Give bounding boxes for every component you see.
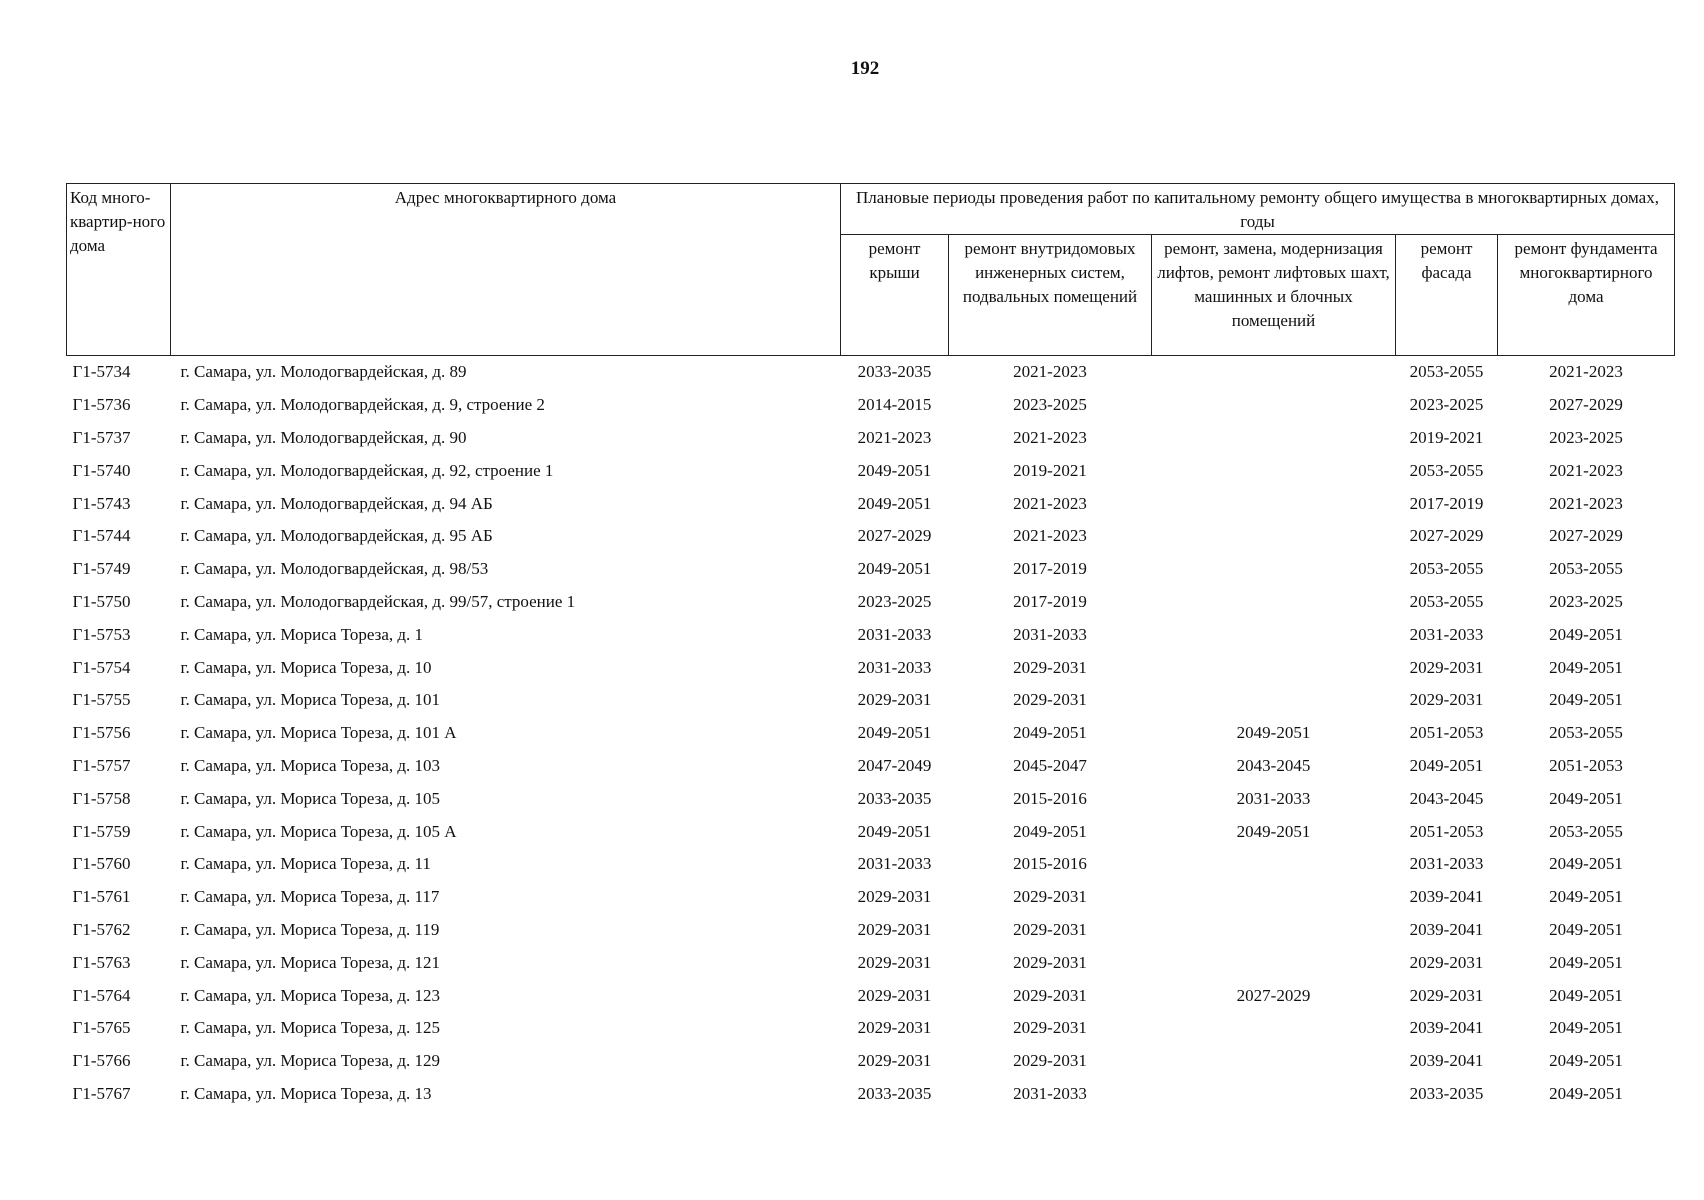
- cell-foundation: 2021-2023: [1549, 493, 1623, 513]
- cell-code: Г1-5759: [72, 821, 131, 841]
- cell-roof: 2029-2031: [857, 952, 932, 972]
- cell-address: г. Самара, ул. Мориса Тореза, д. 105 А: [180, 821, 457, 841]
- cell-code: Г1-5753: [72, 624, 131, 644]
- cell-code: Г1-5762: [72, 919, 131, 939]
- cell-address: г. Самара, ул. Мориса Тореза, д. 125: [180, 1018, 441, 1038]
- cell-address: г. Самара, ул. Молодогвардейская, д. 98/53: [180, 559, 489, 579]
- cell-engineering: 2049-2051: [1013, 821, 1087, 841]
- cell-roof: 2033-2035: [857, 362, 932, 382]
- table-row: [67, 881, 1675, 914]
- table-row: [67, 651, 1675, 684]
- header-address: Адрес многоквартирного дома: [171, 184, 841, 356]
- cell-code: Г1-5764: [72, 985, 131, 1005]
- cell-facade: 2029-2031: [1409, 690, 1484, 710]
- cell-lifts: 2043-2045: [1236, 755, 1311, 775]
- cell-engineering: 2029-2031: [1013, 657, 1087, 677]
- table-row: [67, 454, 1675, 487]
- cell-facade: 2049-2051: [1409, 755, 1484, 775]
- repair-schedule-table: [66, 183, 1675, 1110]
- cell-roof: 2023-2025: [857, 591, 932, 611]
- cell-engineering: 2029-2031: [1013, 690, 1087, 710]
- cell-lifts: [1152, 1012, 1396, 1045]
- cell-engineering: 2045-2047: [1013, 755, 1087, 775]
- cell-address: г. Самара, ул. Молодогвардейская, д. 89: [180, 362, 467, 382]
- cell-engineering: 2029-2031: [1013, 919, 1087, 939]
- cell-foundation: 2053-2055: [1549, 723, 1623, 743]
- table-row: [67, 684, 1675, 717]
- header-roof: ремонт крыши: [841, 235, 949, 356]
- cell-lifts: [1152, 848, 1396, 881]
- cell-foundation: 2049-2051: [1549, 690, 1623, 710]
- cell-facade: 2053-2055: [1409, 591, 1484, 611]
- cell-lifts: [1152, 487, 1396, 520]
- cell-lifts: 2031-2033: [1236, 788, 1311, 808]
- cell-foundation: 2049-2051: [1549, 624, 1623, 644]
- cell-engineering: 2017-2019: [1013, 559, 1087, 579]
- cell-facade: 2039-2041: [1409, 1051, 1484, 1071]
- header-lifts: ремонт, замена, модернизация лифтов, ремонт лифтовых шахт, машинных и блочных помещений: [1152, 235, 1396, 356]
- header-periods: Плановые периоды проведения работ по капитальному ремонту общего имущества в многоквартирных домах, годы: [841, 184, 1675, 235]
- cell-lifts: [1152, 422, 1396, 455]
- cell-lifts: [1152, 389, 1396, 422]
- cell-facade: 2053-2055: [1409, 362, 1484, 382]
- cell-facade: 2033-2035: [1409, 1083, 1484, 1103]
- header-foundation: ремонт фундамента многоквартирного дома: [1498, 235, 1675, 356]
- cell-lifts: 2027-2029: [1236, 985, 1311, 1005]
- cell-roof: 2029-2031: [857, 887, 932, 907]
- cell-engineering: 2031-2033: [1013, 1083, 1087, 1103]
- cell-address: г. Самара, ул. Мориса Тореза, д. 1: [180, 624, 424, 644]
- cell-lifts: [1152, 553, 1396, 586]
- cell-facade: 2039-2041: [1409, 1018, 1484, 1038]
- cell-roof: 2031-2033: [857, 657, 932, 677]
- table-row: [67, 848, 1675, 881]
- cell-lifts: [1152, 454, 1396, 487]
- cell-foundation: 2021-2023: [1549, 460, 1623, 480]
- table-row: [67, 750, 1675, 783]
- cell-facade: 2029-2031: [1409, 657, 1484, 677]
- cell-code: Г1-5757: [72, 755, 131, 775]
- cell-facade: 2019-2021: [1409, 427, 1484, 447]
- table-row: [67, 979, 1675, 1012]
- cell-roof: 2029-2031: [857, 690, 932, 710]
- cell-facade: 2043-2045: [1409, 788, 1484, 808]
- cell-lifts: [1152, 1078, 1396, 1111]
- cell-code: Г1-5734: [72, 362, 131, 382]
- cell-roof: 2049-2051: [857, 559, 932, 579]
- cell-address: г. Самара, ул. Молодогвардейская, д. 9, строение 2: [180, 395, 545, 415]
- cell-foundation: 2049-2051: [1549, 985, 1623, 1005]
- table-row: [67, 553, 1675, 586]
- cell-address: г. Самара, ул. Молодогвардейская, д. 90: [180, 427, 467, 447]
- table-row: [67, 1045, 1675, 1078]
- cell-lifts: [1152, 520, 1396, 553]
- cell-code: Г1-5758: [72, 788, 131, 808]
- table-row: [67, 618, 1675, 651]
- cell-facade: 2053-2055: [1409, 460, 1484, 480]
- cell-address: г. Самара, ул. Мориса Тореза, д. 105: [180, 788, 441, 808]
- cell-lifts: 2049-2051: [1236, 723, 1311, 743]
- cell-engineering: 2021-2023: [1013, 526, 1087, 546]
- header-code: Код много-квартир-ного дома: [67, 184, 171, 356]
- cell-facade: 2027-2029: [1409, 526, 1484, 546]
- cell-engineering: 2015-2016: [1013, 854, 1087, 874]
- cell-address: г. Самара, ул. Мориса Тореза, д. 117: [180, 887, 440, 907]
- cell-roof: 2049-2051: [857, 723, 932, 743]
- cell-engineering: 2029-2031: [1013, 1018, 1087, 1038]
- table-row: [67, 1012, 1675, 1045]
- table-row: [67, 389, 1675, 422]
- cell-engineering: 2029-2031: [1013, 952, 1087, 972]
- cell-code: Г1-5754: [72, 657, 131, 677]
- cell-roof: 2049-2051: [857, 493, 932, 513]
- cell-engineering: 2031-2033: [1013, 624, 1087, 644]
- cell-code: Г1-5763: [72, 952, 131, 972]
- cell-engineering: 2029-2031: [1013, 985, 1087, 1005]
- table-row: [67, 1078, 1675, 1111]
- cell-code: Г1-5740: [72, 460, 131, 480]
- cell-foundation: 2049-2051: [1549, 1083, 1623, 1103]
- cell-address: г. Самара, ул. Мориса Тореза, д. 101 А: [180, 723, 457, 743]
- cell-address: г. Самара, ул. Молодогвардейская, д. 99/57, строение 1: [180, 591, 576, 611]
- cell-code: Г1-5749: [72, 559, 131, 579]
- cell-address: г. Самара, ул. Мориса Тореза, д. 11: [180, 854, 431, 874]
- cell-lifts: [1152, 356, 1396, 389]
- cell-code: Г1-5767: [72, 1083, 131, 1103]
- cell-address: г. Самара, ул. Молодогвардейская, д. 95 АБ: [180, 526, 493, 546]
- table-header: [67, 184, 1675, 356]
- cell-code: Г1-5750: [72, 591, 131, 611]
- cell-code: Г1-5756: [72, 723, 131, 743]
- cell-address: г. Самара, ул. Мориса Тореза, д. 123: [180, 985, 441, 1005]
- table-row: [67, 717, 1675, 750]
- cell-lifts: 2049-2051: [1236, 821, 1311, 841]
- cell-engineering: 2023-2025: [1013, 395, 1087, 415]
- cell-facade: 2023-2025: [1409, 395, 1484, 415]
- cell-address: г. Самара, ул. Мориса Тореза, д. 121: [180, 952, 441, 972]
- cell-foundation: 2027-2029: [1549, 526, 1623, 546]
- cell-foundation: 2027-2029: [1549, 395, 1623, 415]
- cell-facade: 2029-2031: [1409, 952, 1484, 972]
- cell-facade: 2031-2033: [1409, 854, 1484, 874]
- table-row: [67, 356, 1675, 389]
- cell-foundation: 2049-2051: [1549, 854, 1623, 874]
- cell-lifts: [1152, 946, 1396, 979]
- cell-roof: 2021-2023: [857, 427, 932, 447]
- cell-roof: 2029-2031: [857, 1018, 932, 1038]
- cell-code: Г1-5761: [72, 887, 131, 907]
- cell-engineering: 2015-2016: [1013, 788, 1087, 808]
- header-engineering: ремонт внутридомовых инженерных систем, подвальных помещений: [949, 235, 1152, 356]
- cell-roof: 2027-2029: [857, 526, 932, 546]
- cell-foundation: 2049-2051: [1549, 788, 1623, 808]
- cell-roof: 2047-2049: [857, 755, 932, 775]
- cell-foundation: 2049-2051: [1549, 657, 1623, 677]
- table-row: [67, 782, 1675, 815]
- cell-lifts: [1152, 618, 1396, 651]
- cell-code: Г1-5743: [72, 493, 131, 513]
- table-row: [67, 586, 1675, 619]
- cell-code: Г1-5766: [72, 1051, 131, 1071]
- cell-facade: 2029-2031: [1409, 985, 1484, 1005]
- cell-address: г. Самара, ул. Мориса Тореза, д. 101: [180, 690, 441, 710]
- cell-lifts: [1152, 914, 1396, 947]
- table-body: [67, 356, 1675, 1111]
- cell-facade: 2053-2055: [1409, 559, 1484, 579]
- cell-foundation: 2053-2055: [1549, 559, 1623, 579]
- cell-address: г. Самара, ул. Мориса Тореза, д. 129: [180, 1051, 441, 1071]
- cell-lifts: [1152, 881, 1396, 914]
- cell-lifts: [1152, 1045, 1396, 1078]
- cell-address: г. Самара, ул. Мориса Тореза, д. 103: [180, 755, 441, 775]
- cell-roof: 2029-2031: [857, 919, 932, 939]
- cell-foundation: 2049-2051: [1549, 1051, 1623, 1071]
- table-row: [67, 815, 1675, 848]
- cell-foundation: 2049-2051: [1549, 919, 1623, 939]
- cell-roof: 2049-2051: [857, 460, 932, 480]
- cell-roof: 2033-2035: [857, 1083, 932, 1103]
- table-row: [67, 914, 1675, 947]
- cell-lifts: [1152, 684, 1396, 717]
- cell-foundation: 2049-2051: [1549, 887, 1623, 907]
- cell-lifts: [1152, 586, 1396, 619]
- cell-facade: 2017-2019: [1409, 493, 1484, 513]
- cell-address: г. Самара, ул. Мориса Тореза, д. 10: [180, 657, 432, 677]
- cell-facade: 2051-2053: [1409, 723, 1484, 743]
- cell-facade: 2031-2033: [1409, 624, 1484, 644]
- cell-address: г. Самара, ул. Молодогвардейская, д. 92, строение 1: [180, 460, 554, 480]
- cell-foundation: 2053-2055: [1549, 821, 1623, 841]
- cell-foundation: 2023-2025: [1549, 591, 1623, 611]
- cell-foundation: 2023-2025: [1549, 427, 1623, 447]
- table-row: [67, 946, 1675, 979]
- cell-code: Г1-5737: [72, 427, 131, 447]
- cell-facade: 2051-2053: [1409, 821, 1484, 841]
- table-row: [67, 422, 1675, 455]
- cell-code: Г1-5760: [72, 854, 131, 874]
- cell-address: г. Самара, ул. Мориса Тореза, д. 13: [180, 1083, 432, 1103]
- table-row: [67, 520, 1675, 553]
- cell-code: Г1-5736: [72, 395, 131, 415]
- cell-roof: 2029-2031: [857, 1051, 932, 1071]
- table-row: [67, 487, 1675, 520]
- cell-foundation: 2051-2053: [1549, 755, 1623, 775]
- cell-engineering: 2021-2023: [1013, 493, 1087, 513]
- cell-engineering: 2019-2021: [1013, 460, 1087, 480]
- cell-code: Г1-5755: [72, 690, 131, 710]
- cell-lifts: [1152, 651, 1396, 684]
- cell-engineering: 2049-2051: [1013, 723, 1087, 743]
- cell-facade: 2039-2041: [1409, 919, 1484, 939]
- cell-roof: 2031-2033: [857, 854, 932, 874]
- cell-foundation: 2021-2023: [1549, 362, 1623, 382]
- cell-address: г. Самара, ул. Мориса Тореза, д. 119: [180, 919, 440, 939]
- cell-address: г. Самара, ул. Молодогвардейская, д. 94 АБ: [180, 493, 493, 513]
- page-number: 192: [850, 58, 880, 79]
- cell-engineering: 2017-2019: [1013, 591, 1087, 611]
- cell-engineering: 2029-2031: [1013, 887, 1087, 907]
- cell-roof: 2029-2031: [857, 985, 932, 1005]
- cell-facade: 2039-2041: [1409, 887, 1484, 907]
- cell-foundation: 2049-2051: [1549, 1018, 1623, 1038]
- cell-engineering: 2021-2023: [1013, 427, 1087, 447]
- cell-engineering: 2021-2023: [1013, 362, 1087, 382]
- cell-engineering: 2029-2031: [1013, 1051, 1087, 1071]
- header-facade: ремонт фасада: [1396, 235, 1498, 356]
- cell-roof: 2049-2051: [857, 821, 932, 841]
- cell-code: Г1-5765: [72, 1018, 131, 1038]
- cell-code: Г1-5744: [72, 526, 131, 546]
- cell-roof: 2031-2033: [857, 624, 932, 644]
- cell-foundation: 2049-2051: [1549, 952, 1623, 972]
- cell-roof: 2033-2035: [857, 788, 932, 808]
- cell-roof: 2014-2015: [857, 395, 932, 415]
